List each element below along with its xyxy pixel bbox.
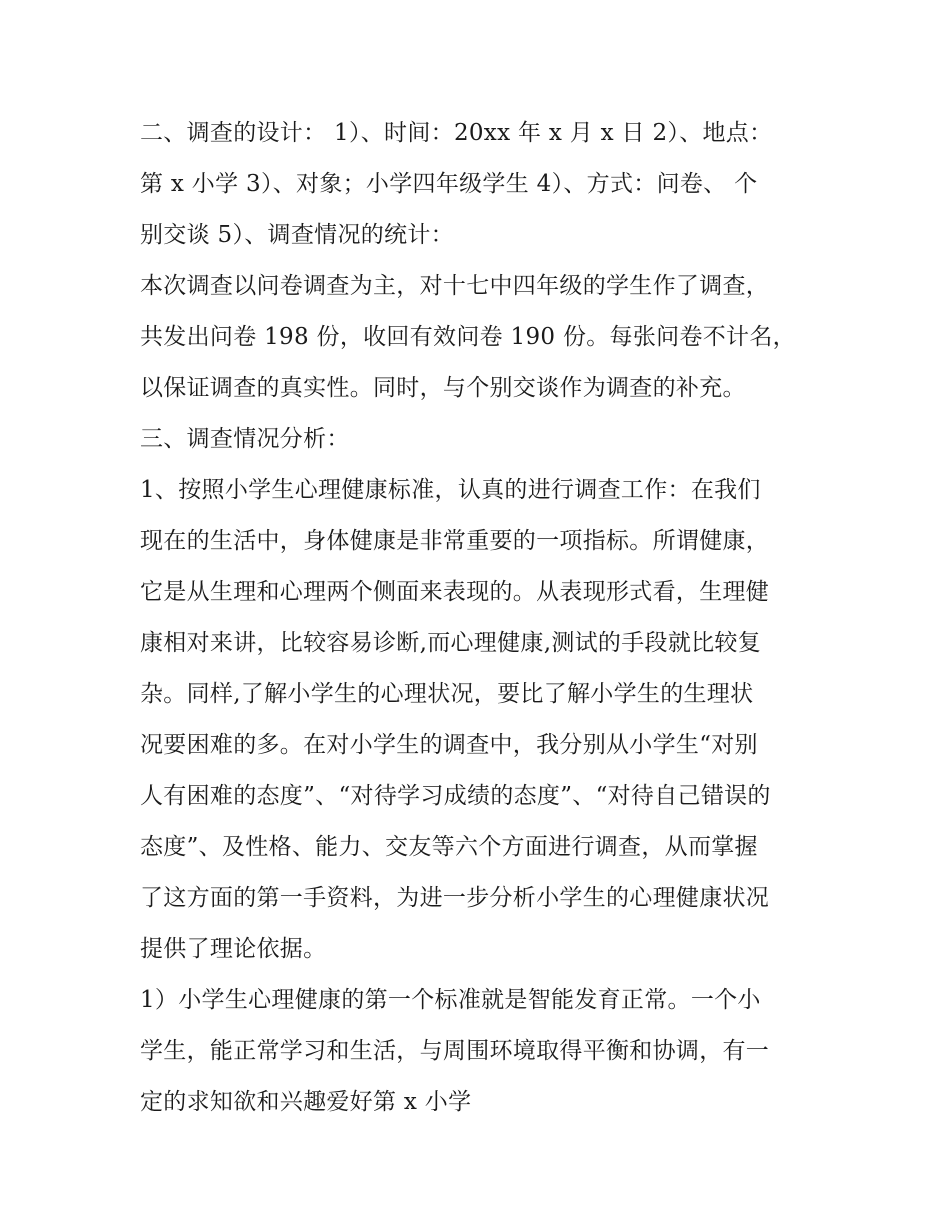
text-line: 学生，能正常学习和生活，与周围环境取得平衡和协调，有一 [140,1038,770,1064]
text-line: 了这方面的第一手资料，为进一步分析小学生的心理健康状况 [140,885,770,911]
text-line: 杂。同样,了解小学生的心理状况，要比了解小学生的生理状 [140,681,754,707]
document-body [140,108,820,1128]
text-line: 提供了理论依据。 [140,936,327,962]
text-line: 定的求知欲和兴趣爱好第 x 小学 [140,1089,472,1115]
text-line: 态度”、及性格、能力、交友等六个方面进行调查，从而掌握 [140,834,758,860]
text-line: 现在的生活中，身体健康是非常重要的一项指标。所谓健康， [140,528,770,554]
text-line: 以保证调查的真实性。同时，与个别交谈作为调查的补充。 [140,375,746,401]
text-line: 康相对来讲，比较容易诊断,而心理健康,测试的手段就比较复 [140,630,762,656]
text-line: 共发出问卷 198 份，收回有效问卷 190 份。每张问卷不计名， [140,324,796,350]
text-line: 它是从生理和心理两个侧面来表现的。从表现形式看，生理健 [140,579,770,605]
text-line: 人有困难的态度”、“对待学习成绩的态度”、“对待自己错误的 [140,783,771,809]
text-line: 况要困难的多。在对小学生的调查中，我分别从小学生“对别 [140,732,758,758]
text-line: 二、调查的设计： 1）、时间：20xx 年 x 月 x 日 2）、地点： [140,120,773,146]
text-line: 本次调查以问卷调查为主，对十七中四年级的学生作了调查， [140,273,770,299]
text-line: 第 x 小学 3）、对象；小学四年级学生 4）、方式：问卷、 个 [140,171,758,197]
text-line: 1、按照小学生心理健康标准，认真的进行调查工作：在我们 [140,477,761,503]
section-heading: 三、调查情况分析： [140,426,350,452]
text-line: 别交谈 5）、调查情况的统计： [140,222,454,248]
text-line: 1）小学生心理健康的第一个标准就是智能发育正常。一个小 [140,987,761,1013]
